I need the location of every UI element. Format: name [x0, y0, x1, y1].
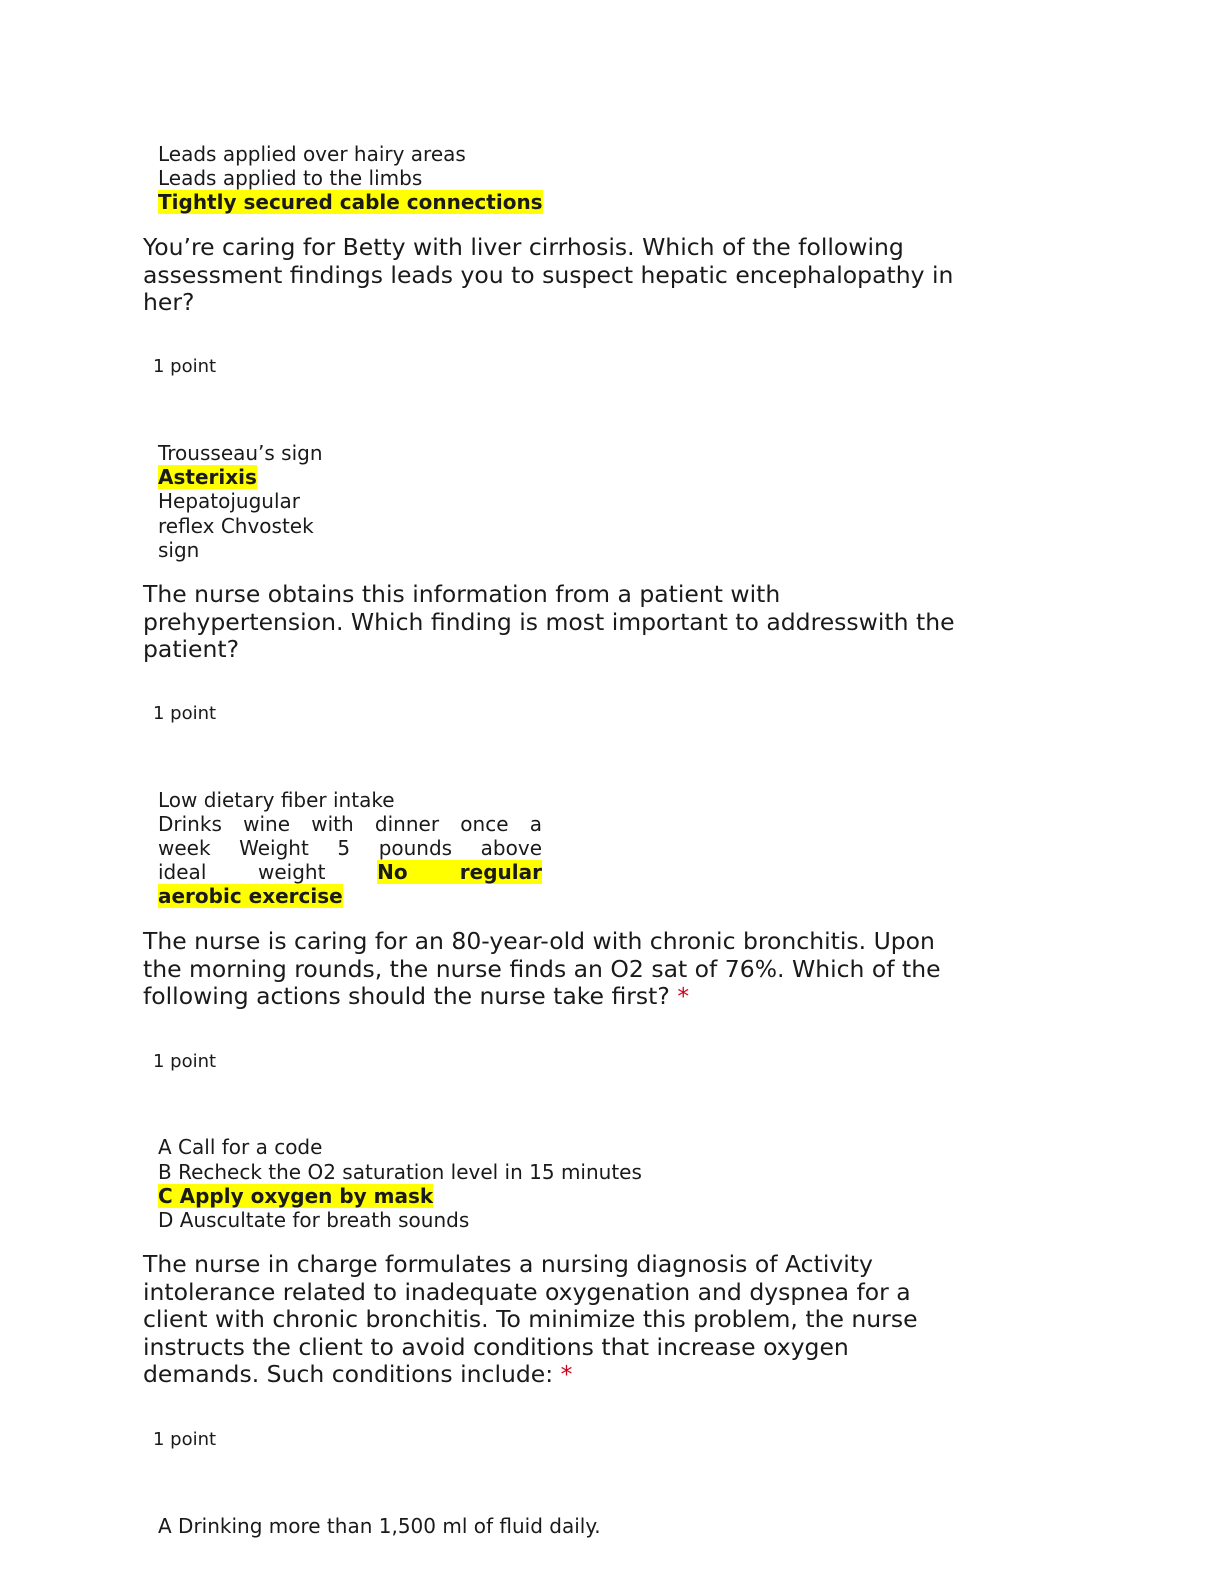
correct-answer-highlight: Tightly secured cable connections: [158, 190, 543, 214]
question-2-line: The nurse obtains this information from a patient with: [143, 580, 781, 608]
option-c-apply-oxygen[interactable]: [158, 1184, 433, 1208]
question-3-line: The nurse is caring for an 80-year-old with chronic bronchitis. Upon: [143, 927, 935, 955]
option-a-call-code[interactable]: A Call for a code: [158, 1135, 323, 1159]
question-4-line: intolerance related to inadequate oxygenation and dyspnea for a: [143, 1277, 911, 1306]
option-asterixis[interactable]: [158, 465, 257, 489]
question-1-line: assessment findings leads you to suspect hepatic encephalopathy in: [143, 260, 954, 289]
question-2-line: prehypertension. Which finding is most important to addresswith the: [143, 607, 955, 636]
option-sign[interactable]: sign: [158, 538, 200, 562]
option-leads-hairy-areas[interactable]: Leads applied over hairy areas: [158, 142, 466, 166]
option-reflex-chvostek[interactable]: reflex Chvostek: [158, 514, 314, 538]
option-tightly-secured-cables[interactable]: [158, 190, 543, 214]
question-4-line: client with chronic bronchitis. To minimize this problem, the nurse: [143, 1305, 918, 1333]
question-2-points: 1 point: [153, 703, 217, 724]
option-b-recheck-o2[interactable]: B Recheck the O2 saturation level in 15 minutes: [158, 1160, 642, 1184]
question-3-line: [143, 983, 1103, 1011]
question-2-options: [158, 788, 542, 908]
question-3-line: the morning rounds, the nurse finds an O2 sat of 76%. Which of the: [143, 954, 941, 983]
option-leads-limbs[interactable]: Leads applied to the limbs: [158, 166, 423, 190]
option-d-auscultate[interactable]: D Auscultate for breath sounds: [158, 1208, 470, 1232]
question-1-points: 1 point: [153, 356, 217, 377]
required-asterisk: *: [677, 982, 690, 1010]
option-line-ideal-weight: [158, 860, 542, 884]
question-1-line: You’re caring for Betty with liver cirrhosis. Which of the following: [143, 233, 904, 261]
question-4-line: The nurse in charge formulates a nursing diagnosis of Activity: [143, 1250, 873, 1278]
correct-answer-highlight: C Apply oxygen by mask: [158, 1184, 434, 1208]
question-3-points: 1 point: [153, 1051, 217, 1072]
option-weight-above-ideal[interactable]: week Weight 5 pounds above: [158, 836, 542, 860]
question-2-line: patient?: [143, 635, 240, 663]
question-4-text: [143, 1251, 1103, 1389]
option-aerobic-exercise[interactable]: [158, 884, 542, 908]
question-3-line-text: following actions should the nurse take first?: [143, 982, 670, 1010]
question-1-text: [143, 234, 1103, 317]
option-hepatojugular[interactable]: Hepatojugular: [158, 489, 301, 513]
option-ideal-weight-text: ideal weight: [158, 860, 326, 884]
question-3-text: [143, 928, 1103, 1011]
option-trousseau-sign[interactable]: Trousseau’s sign: [158, 441, 323, 465]
correct-answer-highlight: aerobic exercise: [158, 884, 343, 908]
question-4-line: [143, 1361, 1103, 1389]
required-asterisk: *: [560, 1360, 573, 1388]
question-4-points: 1 point: [153, 1429, 217, 1450]
question-1-line: her?: [143, 288, 195, 316]
correct-answer-highlight[interactable]: No regular: [377, 860, 542, 884]
question-2-text: [143, 581, 1103, 664]
option-a-drinking-fluid[interactable]: A Drinking more than 1,500 ml of fluid daily.: [158, 1514, 601, 1538]
question-4-line: instructs the client to avoid conditions that increase oxygen: [143, 1332, 849, 1361]
option-low-fiber-intake[interactable]: Low dietary fiber intake: [158, 788, 395, 812]
question-4-line-text: demands. Such conditions include:: [143, 1360, 554, 1388]
correct-answer-highlight: Asterixis: [158, 465, 257, 489]
option-drinks-wine[interactable]: Drinks wine with dinner once a: [158, 812, 542, 836]
